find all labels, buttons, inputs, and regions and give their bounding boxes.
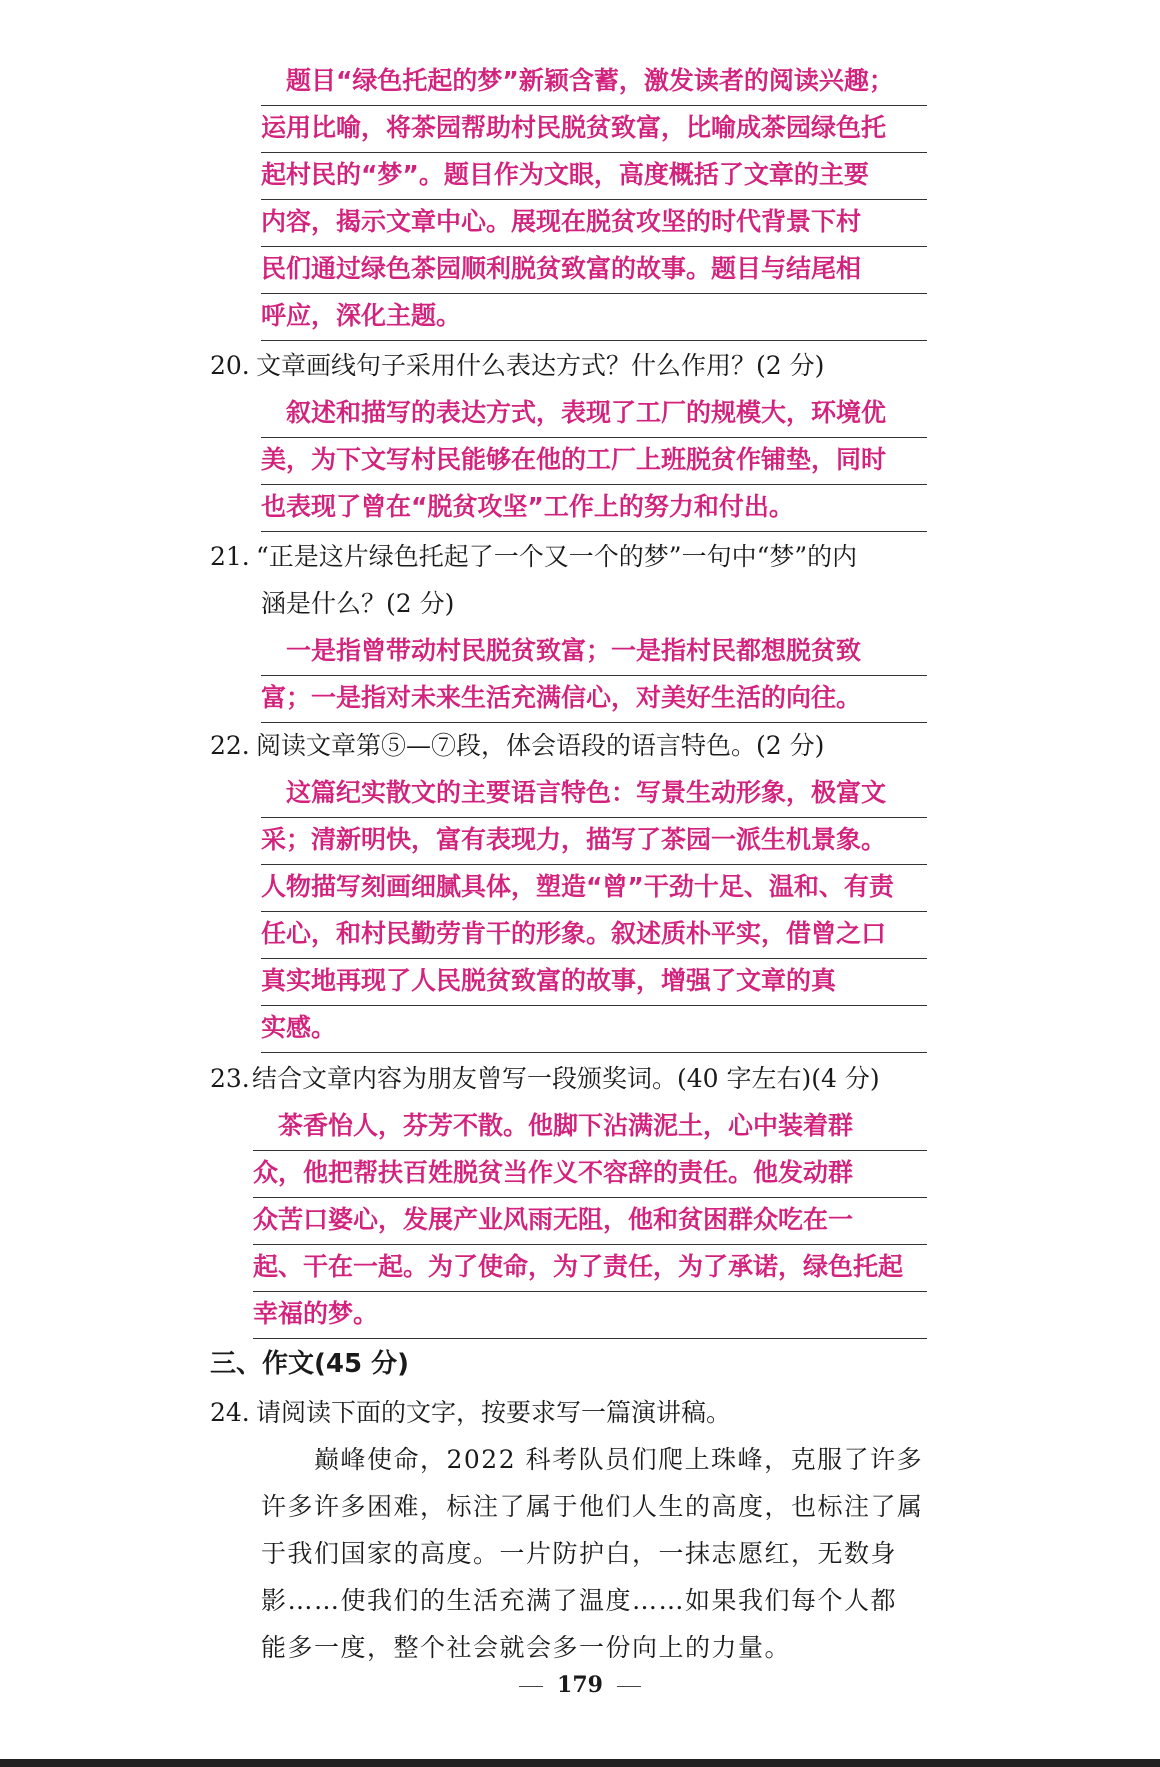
- question-text: 结合文章内容为朋友曾写一段颁奖词。(40 字左右)(4 分): [252, 1064, 880, 1093]
- question-number: 22.: [210, 731, 250, 760]
- section-title: 三、作文(45 分): [210, 1349, 409, 1379]
- question-24: [210, 1389, 731, 1436]
- answer-line: 实感。: [261, 1005, 927, 1053]
- page-number-value: 179: [557, 1672, 603, 1698]
- passage-line: 于我们国家的高度。一片防护白，一抹志愿红，无数身: [261, 1539, 898, 1568]
- question-text: 阅读文章第⑤—⑦段，体会语段的语言特色。(2 分): [256, 731, 825, 760]
- question-23: [210, 1055, 880, 1102]
- answer-line: 一是指曾带动村民脱贫致富；一是指村民都想脱贫致: [261, 628, 927, 676]
- page-number: [0, 1672, 1160, 1698]
- question-number: 21.: [210, 542, 250, 571]
- answer-line: 真实地再现了人民脱贫致富的故事，增强了文章的真: [261, 958, 927, 1006]
- passage-line: 能多一度，整个社会就会多一份向上的力量。: [261, 1633, 792, 1662]
- answer-line: 人物描写刻画细腻具体，塑造“曾”干劲十足、温和、有责: [261, 864, 927, 912]
- answer-line: 呼应，深化主题。: [261, 293, 927, 341]
- question-text: “正是这片绿色托起了一个又一个的梦”一句中“梦”的内: [256, 542, 858, 571]
- answer-line: 运用比喻，将茶园帮助村民脱贫致富，比喻成茶园绿色托: [261, 105, 927, 153]
- answer-line: 幸福的梦。: [253, 1291, 927, 1339]
- passage-line: 许多许多困难，标注了属于他们人生的高度，也标注了属: [261, 1492, 924, 1521]
- question-22: [210, 722, 824, 769]
- question-21: [210, 533, 857, 580]
- answer-line: 起村民的“梦”。题目作为文眼，高度概括了文章的主要: [261, 152, 927, 200]
- question-number: 23.: [210, 1064, 250, 1093]
- question-number: 24.: [210, 1398, 250, 1427]
- question-20: [210, 342, 824, 389]
- answer-line: 也表现了曾在“脱贫攻坚”工作上的努力和付出。: [261, 484, 927, 532]
- answer-line: 任心，和村民勤劳肯干的形象。叙述质朴平实，借曾之口: [261, 911, 927, 959]
- page-number-dash: [519, 1686, 543, 1687]
- answer-line: 叙述和描写的表达方式，表现了工厂的规模大，环境优: [261, 390, 927, 438]
- question-number: 20.: [210, 351, 250, 380]
- question-21-cont: [261, 580, 454, 627]
- answer-line: 众苦口婆心，发展产业风雨无阻，他和贫困群众吃在一: [253, 1197, 927, 1245]
- answer-line: 起、干在一起。为了使命，为了责任，为了承诺，绿色托起: [253, 1244, 927, 1292]
- passage-line: 影……使我们的生活充满了温度……如果我们每个人都: [261, 1586, 898, 1615]
- answer-line: 内容，揭示文章中心。展现在脱贫攻坚的时代背景下村: [261, 199, 927, 247]
- question-text: 文章画线句子采用什么表达方式？什么作用？(2 分): [256, 351, 825, 380]
- bottom-bar: [0, 1759, 1160, 1767]
- answer-line: 民们通过绿色茶园顺利脱贫致富的故事。题目与结尾相: [261, 246, 927, 294]
- answer-line: 茶香怡人，芬芳不散。他脚下沾满泥土，心中装着群: [253, 1103, 927, 1151]
- page-number-dash: [617, 1686, 641, 1687]
- answer-line: 众，他把帮扶百姓脱贫当作义不容辞的责任。他发动群: [253, 1150, 927, 1198]
- answer-line: 富；一是指对未来生活充满信心，对美好生活的向往。: [261, 675, 927, 723]
- question-text: 涵是什么？(2 分): [261, 589, 455, 618]
- question-text: 请阅读下面的文字，按要求写一篇演讲稿。: [256, 1398, 732, 1427]
- answer-line: 题目“绿色托起的梦”新颖含蓄，激发读者的阅读兴趣；: [261, 58, 927, 106]
- answer-line: 美，为下文写村民能够在他的工厂上班脱贫作铺垫，同时: [261, 437, 927, 485]
- passage-line: 巅峰使命，2022 科考队员们爬上珠峰，克服了许多: [261, 1445, 924, 1474]
- answer-line: 采；清新明快，富有表现力，描写了茶园一派生机景象。: [261, 817, 927, 865]
- answer-line: 这篇纪实散文的主要语言特色：写景生动形象，极富文: [261, 770, 927, 818]
